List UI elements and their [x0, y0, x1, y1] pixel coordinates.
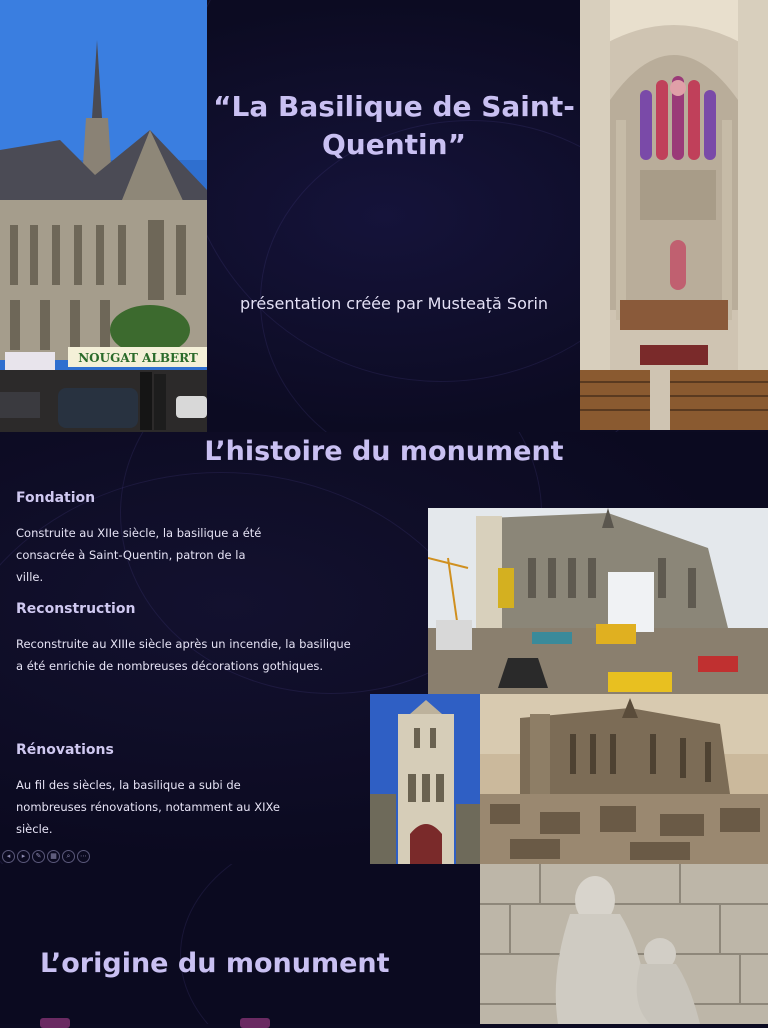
section-renovations: [16, 742, 376, 840]
slide-navigation-bar: [2, 850, 90, 863]
section-marker: [40, 1018, 70, 1028]
svg-text:NOUGAT ALBERT: NOUGAT ALBERT: [78, 351, 198, 365]
basilica-interior-photo: [580, 0, 768, 430]
next-icon[interactable]: ▸: [17, 850, 30, 863]
slides-icon[interactable]: ▦: [47, 850, 60, 863]
section-text: Construite au XIIe siècle, la basilique a été consacrée à Saint-Quentin, patron de la ville.: [16, 526, 262, 584]
section-heading: Rénovations: [16, 742, 114, 758]
section-fondation: [16, 490, 376, 588]
origin-title: L’origine du monument: [40, 948, 390, 979]
pen-icon[interactable]: ✎: [32, 850, 45, 863]
madonna-statue-photo: [480, 864, 768, 1024]
presentation-title: “La Basilique de Saint-Quentin”: [213, 90, 575, 161]
section-heading: Fondation: [16, 490, 96, 506]
section-heading: Reconstruction: [16, 601, 136, 617]
section-reconstruction: [16, 601, 376, 677]
basilica-exterior-photo: [0, 0, 207, 432]
historic-postcard-photo: [480, 694, 768, 864]
presentation-subtitle: présentation créée par Musteață Sorin: [239, 294, 549, 313]
section-text: Au fil des siècles, la basilique a subi de nombreuses rénovations, notamment au XIXe siècle.: [16, 778, 280, 836]
section-marker: [240, 1018, 270, 1028]
construction-site-photo: [428, 508, 768, 694]
zoom-icon[interactable]: ⌕: [62, 850, 75, 863]
prev-icon[interactable]: ◂: [2, 850, 15, 863]
history-title: L’histoire du monument: [204, 436, 564, 467]
section-text: Reconstruite au XIIIe siècle après un incendie, la basilique a été enrichie de nombreuses décorations gothiques.: [16, 637, 351, 673]
more-icon[interactable]: ⋯: [77, 850, 90, 863]
tower-photo: [370, 694, 480, 864]
